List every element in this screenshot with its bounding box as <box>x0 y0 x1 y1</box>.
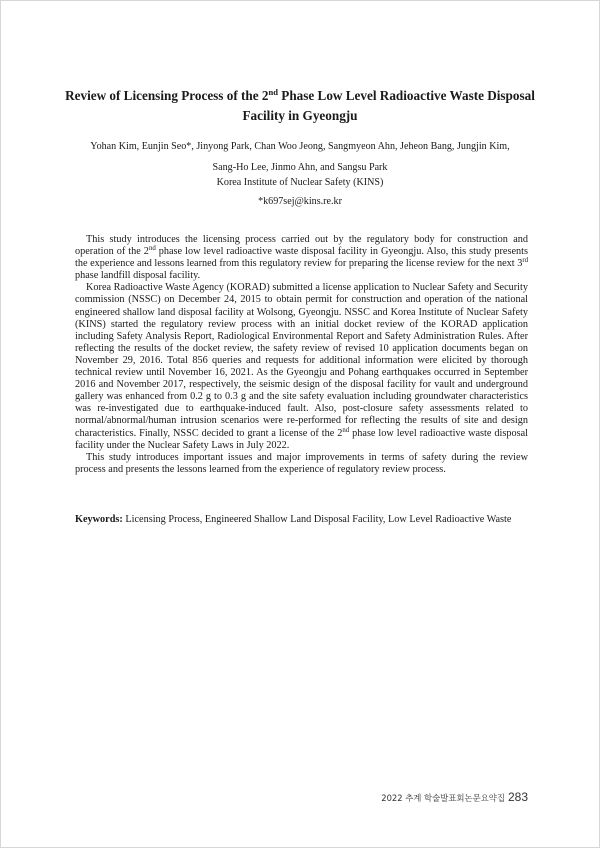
keywords-text: Licensing Process, Engineered Shallow Land Disposal Facility, Low Level Radioactive Waste <box>122 514 512 525</box>
authors-line-2: Sang-Ho Lee, Jinmo Ahn, and Sangsu Park <box>212 162 388 173</box>
authors-line-1: Yohan Kim, Eunjin Seo*, Jinyong Park, Chan Woo Jeong, Sangmyeon Ahn, Jeheon Bang, Jungjin Kim, <box>90 141 510 152</box>
abstract-paragraph-2: Korea Radioactive Waste Agency (KORAD) submitted a license application to Nuclear Safety and Security commission (NSSC) on December 24, 2015 to obtain permit for construction and operation of the national engineered shallow land disposal facility at Wolsong, Gyeongju. NSSC and Korea Institute of Nuclear Safety (KINS) started the regulatory review process with an initial docket review of the KORAD application including Safety Analysis Report, Radiological Environmental Report and Safety Administration Rules. After reflecting the results of the docket review, the safety review of revised 10 application documents began on November 29, 2016. Total 856 queries and requests for additional information were elicited by thorough technical review until November 16, 2021. As the Gyeongju and Pohang earthquakes occurred in September 2016 and November 2017, respectively, the seismic design of the disposal facility for vault and underground gallery was enhanced from 0.2 g to 0.3 g and the site safety evaluation including groundwater characteristics was re-investigated due to earthquake-induced fault. Also, post-closure safety assessments related to normal/abnormal/human intrusion scenarios were re-performed for reflecting the results of site and design characteristics. Finally, NSSC decided to grant a license of the 2nd phase low level radioactive waste disposal facility under the Nuclear Safety Laws in July 2022. <box>75 282 528 451</box>
author-list <box>75 136 525 178</box>
abstract-paragraph-3: This study introduces important issues and major improvements in terms of safety during the review process and presents the lessons learned from the experience of regulatory review process. <box>75 451 528 475</box>
keywords-label: Keywords: <box>75 514 123 525</box>
affiliation: Korea Institute of Nuclear Safety (KINS) <box>216 177 384 188</box>
keywords <box>75 514 528 526</box>
paper-title: Review of Licensing Process of the 2nd Phase Low Level Radioactive Waste Disposal Facility in Gyeongju <box>65 87 535 123</box>
abstract-paragraph-1: This study introduces the licensing process carried out by the regulatory body for construction and operation of the 2nd phase low level radioactive waste disposal facility in Gyeongju. Also, this study presents the experience and lessons learned from this regulatory review for preparing the license review for the next 3rd phase landfill disposal facility. <box>75 234 528 282</box>
corresponding-email: *k697sej@kins.re.kr <box>258 196 342 207</box>
abstract <box>75 234 528 476</box>
page-number: 283 <box>507 790 528 804</box>
proceedings-name: 2022 추계 학술발표회논문요약집 <box>381 793 505 803</box>
page-footer <box>381 790 528 804</box>
